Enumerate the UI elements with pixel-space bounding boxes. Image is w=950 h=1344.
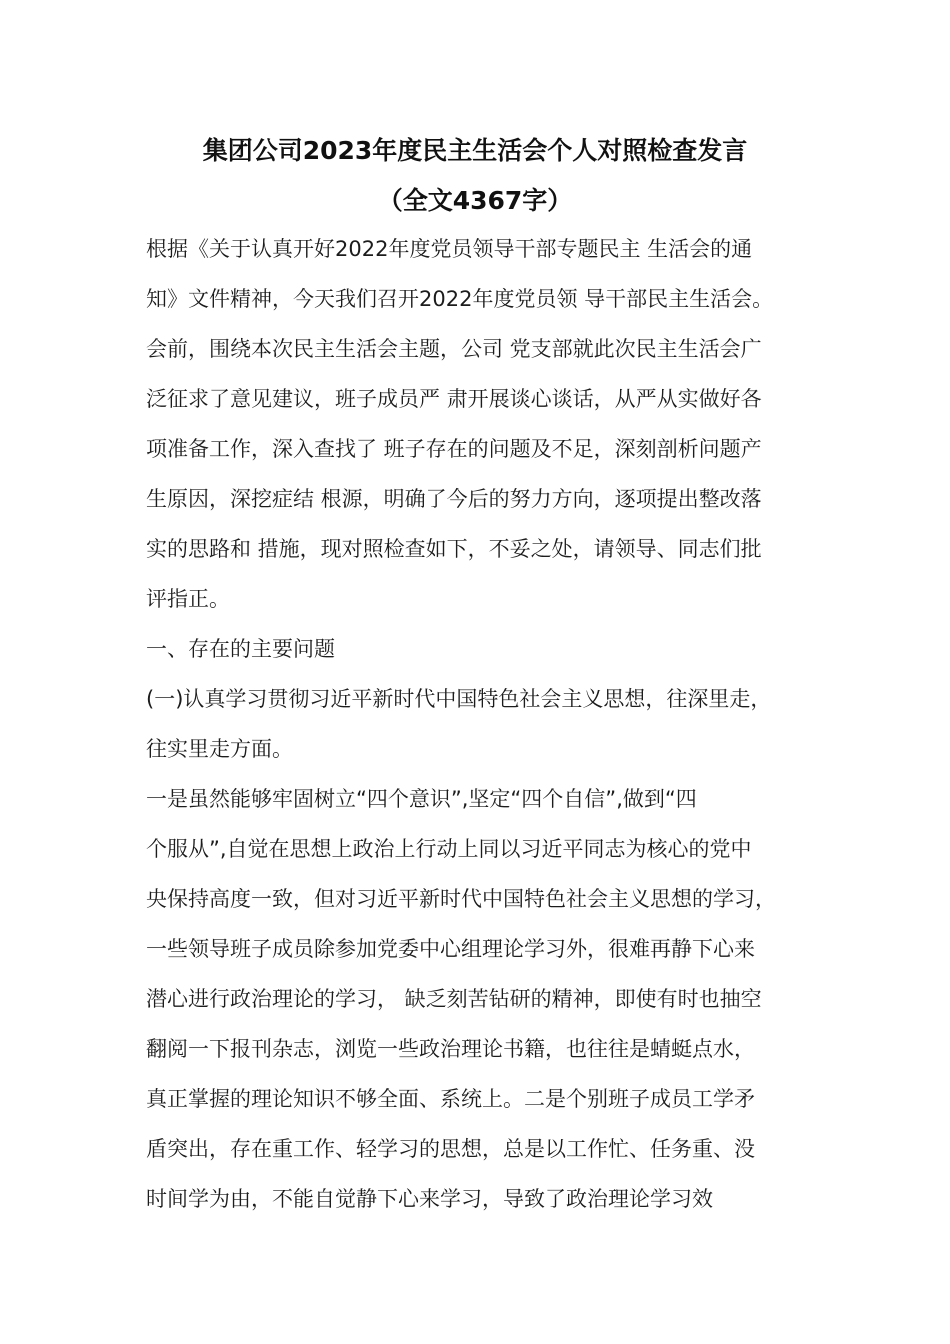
paragraph-line: 实的思路和 措施，现对照检查如下，不妥之处，请领导、同志们批 [146, 537, 762, 561]
paragraph-line: 一是虽然能够牢固树立“四个意识”,坚定“四个自信”,做到“四 [146, 787, 697, 811]
subsection-heading: (一)认真学习贯彻习近平新时代中国特色社会主义思想，往深里走， [146, 687, 772, 711]
paragraph-line: 时间学为由，不能自觉静下心来学习，导致了政治理论学习效 [146, 1187, 713, 1211]
paragraph-line: 会前，围绕本次民主生活会主题，公司 党支部就此次民主生活会广 [146, 337, 762, 361]
paragraph-line: 项准备工作，深入查找了 班子存在的问题及不足，深刻剖析问题产 [146, 437, 762, 461]
section-heading: 一、存在的主要问题 [146, 637, 335, 661]
paragraph-line: 评指正。 [146, 587, 230, 611]
paragraph-line: 翻阅一下报刊杂志，浏览一些政治理论书籍，也往往是蜻蜓点水， [146, 1037, 755, 1061]
paragraph-line: 真正掌握的理论知识不够全面、系统上。二是个别班子成员工学矛 [146, 1087, 755, 1111]
paragraph-line: 生原因，深挖症结 根源，明确了今后的努力方向，逐项提出整改落 [146, 487, 762, 511]
paragraph-line: 泛征求了意见建议，班子成员严 肃开展谈心谈话，从严从实做好各 [146, 387, 762, 411]
paragraph-line: 央保持高度一致，但对习近平新时代中国特色社会主义思想的学习， [146, 887, 776, 911]
paragraph-line: 根据《关于认真开好2022年度党员领导干部专题民主 生活会的通 [146, 237, 753, 261]
document-title: 集团公司2023年度民主生活会个人对照检查发言 [202, 136, 748, 165]
document-subtitle: （全文4367字） [377, 186, 573, 215]
paragraph-line: 知》文件精神，今天我们召开2022年度党员领 导干部民主生活会。 [146, 287, 774, 311]
paragraph-line: 一些领导班子成员除参加党委中心组理论学习外，很难再静下心来 [146, 937, 755, 961]
paragraph-line: 潜心进行政治理论的学习， 缺乏刻苦钻研的精神，即使有时也抽空 [146, 987, 762, 1011]
paragraph-line: 个服从”,自觉在思想上政治上行动上同以习近平同志为核心的党中 [146, 837, 752, 861]
paragraph-line: 盾突出，存在重工作、轻学习的思想，总是以工作忙、任务重、没 [146, 1137, 755, 1161]
subsection-heading: 往实里走方面。 [146, 737, 293, 761]
